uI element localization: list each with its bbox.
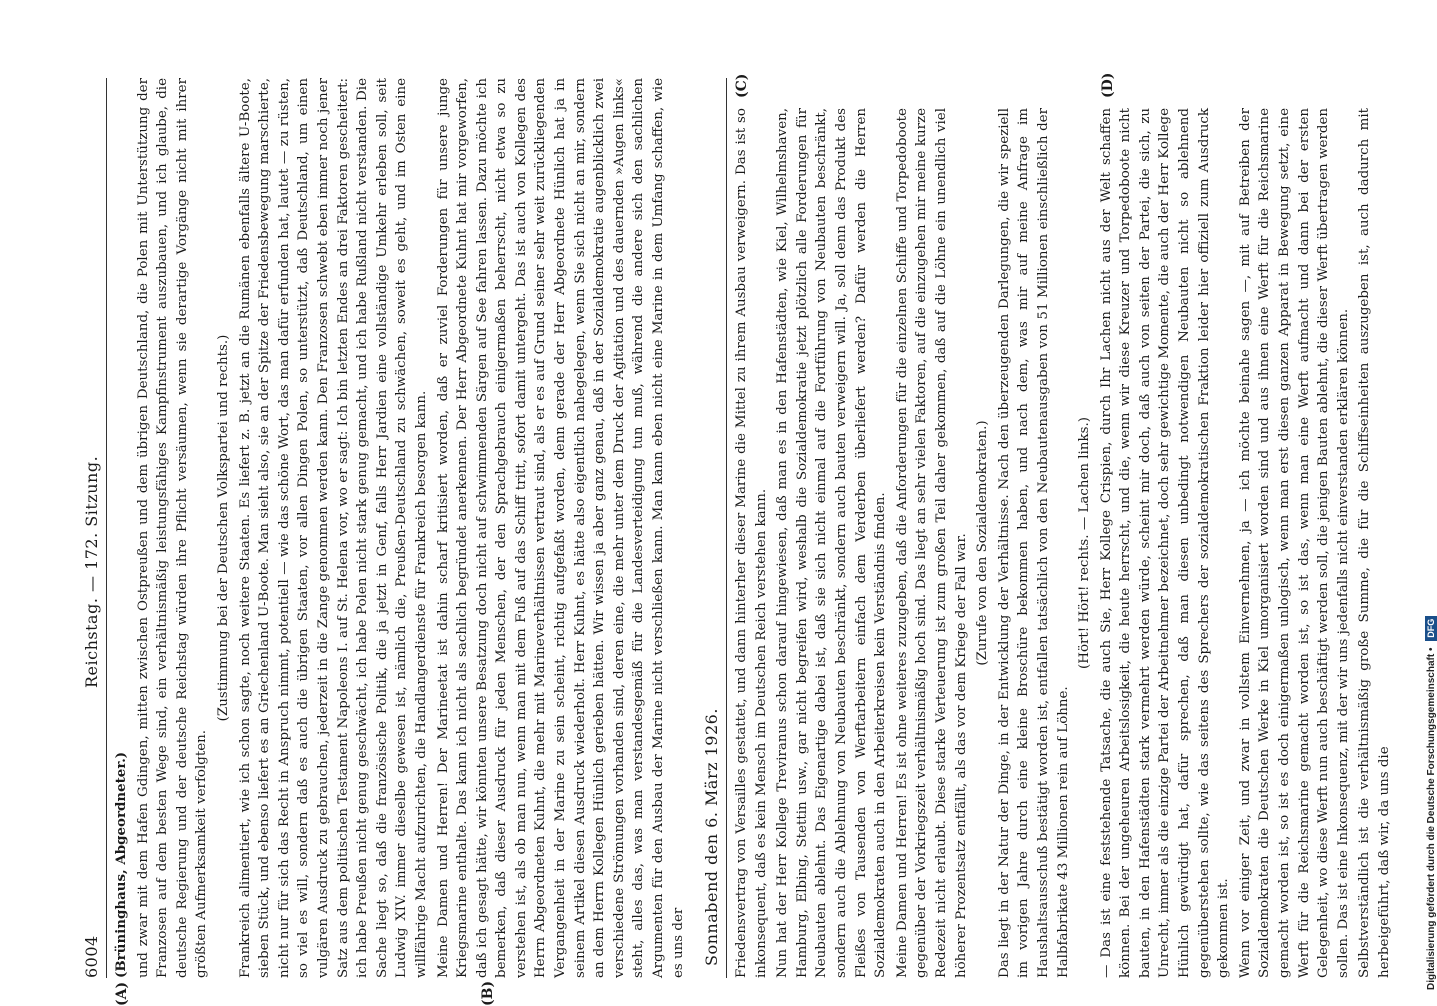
left-header xyxy=(80,78,106,978)
right-column xyxy=(700,72,1392,978)
paragraph: Frankreich alimentiert, wie ich schon sagte, noch weitere Staaten. Es liefert z. B. jetzt an die Rumänen ebenfalls ältere U-Boote, sieben Stück, und ebenso liefert es an Griechenland U-Boote. Man sieht also, sie an der Spitze der Friedensbewegung marschierte, nicht nur für sich das Recht in Anspruch nimmt, potentiell — wie das schöne Wort, das man dafür erfunden hat, lautet — zu rüsten, so viel es will, sondern daß es auch die übrigen Staaten, vor allen Dingen Polen, so unterstützt, daß Deutschland, um einen vulgären Ausdruck zu gebrauchen, jederzeit in die Zange genommen werden kann. Den Franzosen schwebt eben immer noch jener Satz aus dem politischen Testament Napoleons I. auf St. Helena vor, wo er sagt: Ich bin letzten Endes an drei Faktoren gescheitert: ich habe Preußen nicht genug geschwächt, ich habe Polen nicht stark genug gemacht, und ich habe Rußland nicht verstanden. Die Sache liegt so, daß die französische Politik, die ja jetzt in Genf, falls Herr Jardien eine vollständige Umkehr erleben soll, seit Ludwig XIV. immer dieselbe gewesen ist, nämlich die, Preußen-Deutschland zu schwächen, soweit es geht, und im Osten eine willfährige Macht aufzurichten, die Handlangerdienste für Frankreich besorgen kann. xyxy=(237,78,429,978)
paragraph: und zwar mit dem Hafen Gdingen, mitten zwischen Ostpreußen und dem übrigen Deutschland, die Polen mit Unterstützung der Franzosen auf dem besten Wege sind, ein verhältnismäßig leistungsfähiges Kampfinstrument auszubauen, und ich glaube, die deutsche Regierung und der deutsche Reichstag würden ihre Pflicht versäumen, wenn sie derartige Vorgänge nicht mit ihrer größten Aufmerksamkeit verfolgten. xyxy=(135,78,210,978)
left-text-body xyxy=(112,78,686,978)
credit-text: Digitalisierung gefördert durch die Deutsche Forschungsgemeinschaft • xyxy=(1426,647,1437,990)
right-text-body xyxy=(732,108,1392,978)
session-date: Sonnabend den 6. März 1926. xyxy=(702,708,721,966)
left-column xyxy=(80,78,686,1006)
paragraph: (Brüninghaus, Abgeordneter.) xyxy=(113,751,129,978)
digitization-credit xyxy=(1425,616,1437,990)
paragraph: Das liegt in der Natur der Dinge, in der Entwicklung der Verhältnisse. Nach den überzeugenden Darlegungen, die wir speziell im vorigen Jahre durch eine kleine Broschüre bekommen haben, und nach dem, was mir auf meine Anfrage im Haushaltsausschuß bestätigt worden ist, entfallen tatsächlich von den Neubautenausgaben von 51 Millionen einschließlich der Halbfabrikate 43 Millionen rein auf Löhne. xyxy=(996,108,1071,978)
interjection: (Zustimmung bei der Deutschen Volkspartei und rechts.) xyxy=(215,334,231,722)
paragraph: Meine Damen und Herren! Der Marineetat ist dahin scharf kritisiert worden, daß er zuviel Forderungen für unsere junge Kriegsmarine enthalte. Das kann ich nicht als sachlich begründet anerkennen. Der Herr Abgeordnete Kuhnt hat mir vorgeworfen, daß ich gesagt hätte, wir könnten unsere Besatzung doch nicht auf schwimmenden Särgen auf See fahren lassen. Dazu möchte ich bemerken, daß dieser Ausdruck für jeden Menschen, der den Sprachgebrauch einigermaßen beherrscht, nicht etwa so zu verstehen ist, als ob man nun, wenn man mit dem Fuß auf das Schiff tritt, sofort damit untergeht. Das ist auch von Kollegen des Herrn Abgeordneten Kuhnt, die mehr mit Marineverhältnissen vertraut sind, als er es auf Grund seiner sehr weit zurückliegenden Vergangenheit in der Marine zu sein scheint, richtig aufgefaßt worden, denn gerade der Herr Abgeordnete Hünlich hat ja in seinem Artikel diesen Ausdruck wiederholt. Herr Kuhnt, es hätte also eigentlich nahegelegen, wenn Sie sich nicht an mir, sondern an dem Herrn Kollegen Hünlich gerieben hätten. Wir wissen ja aber ganz genau, daß in der Sozialdemokratie augenblicklich zwei verschiedene Strömungen vorhanden sind, deren eine, die mehr unter dem Druck der Agitation und des dauernden »Augen links« steht, alles das, was man verstandesgemäß für die Landesverteidigung tun muß, während die andere sich den sachlichen Argumenten für den Ausbau der Marine nicht verschließen kann. Man kann eben nicht eine Marine in dem Umfang schaffen, wie es uns der xyxy=(435,78,686,978)
paragraph: Meine Damen und Herren! Es ist ohne weiteres zuzugeben, daß die Anforderungen für die einzelnen Schiffe und Torpedoboote gegenüber der Vorkriegszeit verhältnismäßig hoch sind. Das liegt an sehr vielen Faktoren, auf die einzugehen mir meine kurze Redezeit nicht erlaubt. Diese starke Verteuerung ist zum großen Teil daher gekommen, daß auf die Löhne ein unendlich viel höherer Prozentsatz entfällt, als das vor dem Kriege der Fall war. xyxy=(894,108,969,978)
paragraph: — Das ist eine feststehende Tatsache, die auch Sie, Herr Kollege Crispien, durch Ihr Lachen nicht aus der Welt schaffen können. Bei der ungeheuren Arbeitslosigkeit, die heute herrscht, und die, wenn wir diese Kreuzer und Torpedoboote nicht bauten, in den Hafenstädten stark vermehrt werden würde, scheint mir doch, daß auch von seiten der Partei, die sich, zu Unrecht, immer als die einzige Partei der Arbeitnehmer bezeichnet, doch sehr gewichtige Momente, die auch der Herr Kollege Hünlich gewürdigt hat, dafür sprechen, daß man diesen unbedingt notwendigen Neubauten nicht so ablehnend gegenüberstehen sollte, wie das seitens des Sprechers der sozialdemokratischen Fraktion leider hier offiziell zum Ausdruck gekommen ist. xyxy=(1098,108,1232,978)
session-title: Reichstag. — 172. Sitzung. xyxy=(82,455,101,688)
interjection: (Zurufe von den Sozialdemokraten.) xyxy=(975,420,991,666)
paragraph: Friedensvertrag von Versailles gestattet, und dann hinterher dieser Marine die Mittel zu ihrem Ausbau verweigern. Das ist so inkonsequent, daß es kein Mensch im Deutschen Reich verstehen kann. xyxy=(734,108,769,978)
dfg-logo: DFG xyxy=(1425,616,1437,641)
margin-marker-a: (A) xyxy=(114,981,130,1006)
paragraph: Nun hat der Herr Kollege Treviranus schon darauf hingewiesen, daß man es in den Hafenstädten, wie Kiel, Wilhelmshaven, Hamburg, Elbing, Stettin usw., gar nicht begreifen wird, weshalb die Sozialdemokratie jetzt plötzlich alle Forderungen für Neubauten ablehnt. Das Eigenartige dabei ist, daß sie sich nicht einmal auf die Fortführung von Neubauten beschränkt, sondern auch die Ablehnung von Neubauten beschränkt, sondern auch bauten verweigern will. Ja, soll denn das Produkt des Fleißes von Tausenden von Werftarbeitern einfach dem Verderben überliefert werden? Dafür werden die Herren Sozialdemokraten auch in den Arbeiterkreisen kein Verständnis finden. xyxy=(775,108,889,978)
paragraph: Wenn vor einiger Zeit, und zwar in vollstem Einvernehmen, ja — ich möchte beinahe sagen —, mit auf Betreiben der Sozialdemokraten die Deutschen Werke in Kiel umorganisiert worden sind und aus ihnen eine Werft für die Reichsmarine gemacht worden ist, so ist es doch einigermaßen unlogisch, wenn man erst diesen ganzen Apparat in Bewegung setzt, eine Werft für die Reichsmarine gemacht worden ist, so ist das, wenn man eine Werft aufmacht und dann bei der ersten Gelegenheit, wo diese Werft nun auch beschäftigt werden soll, die jenigen Bauten ablehnt, die dieser Werft übertragen werden sollen. Das ist eine Inkonsequenz, mit der wir uns jedenfalls nicht einverstanden erklären können. xyxy=(1237,108,1351,978)
interjection: (Hört! Hört! rechts. — Lachen links.) xyxy=(1077,417,1093,669)
margin-marker-b: (B) xyxy=(480,980,496,1006)
page-number: 6004 xyxy=(82,935,101,978)
margin-marker-c: (C) xyxy=(734,73,750,98)
paragraph: Selbstverständlich ist die verhältnismäßig große Summe, die für die Schiffseinheiten auszugeben ist, auch dadurch mit herbeigeführt, daß wir, da uns die xyxy=(1357,108,1392,978)
header-rule xyxy=(726,78,727,978)
margin-marker-d: (D) xyxy=(1100,72,1116,98)
right-header xyxy=(700,78,726,978)
header-rule xyxy=(106,78,107,978)
rotated-document-page xyxy=(80,72,1392,1006)
